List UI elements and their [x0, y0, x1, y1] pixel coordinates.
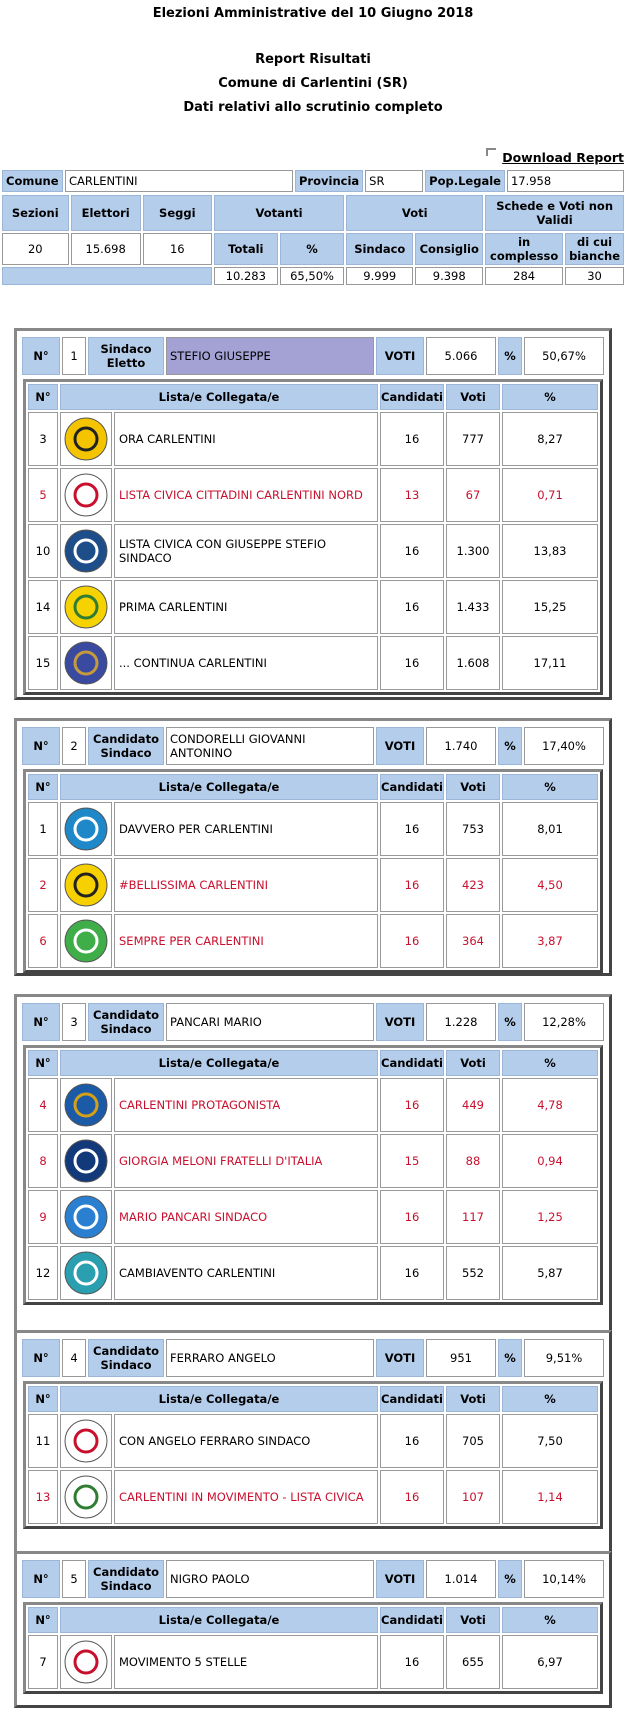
giorgia-meloni-logo	[64, 1139, 108, 1183]
stefio-sindaco-logo	[64, 529, 108, 573]
candidate-n-label: N°	[22, 727, 60, 765]
list-number: 12	[28, 1246, 58, 1300]
totali-label: Totali	[214, 233, 278, 265]
list-voti: 1.300	[446, 524, 500, 578]
list-logo	[60, 412, 112, 466]
candidate-voti: 1.228	[426, 1003, 496, 1041]
davvero-logo	[64, 807, 108, 851]
list-name: DAVVERO PER CARLENTINI	[114, 802, 378, 856]
pct-header: %	[502, 1607, 598, 1633]
list-pct: 1,14	[502, 1470, 598, 1524]
candidate-voti-label: VOTI	[376, 1003, 424, 1041]
list-voti: 449	[446, 1078, 500, 1132]
list-voti: 67	[446, 468, 500, 522]
lista-header: Lista/e Collegata/e	[60, 384, 378, 410]
consiglio-value: 9.398	[415, 267, 483, 285]
list-name: SEMPRE PER CARLENTINI	[114, 914, 378, 968]
list-voti: 88	[446, 1134, 500, 1188]
list-row	[28, 1246, 598, 1300]
candidate-role: Candidato Sindaco	[88, 1339, 164, 1377]
candidate-block	[14, 718, 612, 976]
list-logo	[60, 914, 112, 968]
candidate-n-label: N°	[22, 1003, 60, 1041]
list-row	[28, 524, 598, 578]
list-pct: 15,25	[502, 580, 598, 634]
list-row	[28, 1078, 598, 1132]
candidate-name: PANCARI MARIO	[166, 1003, 374, 1041]
list-logo	[60, 636, 112, 690]
list-name: ORA CARLENTINI	[114, 412, 378, 466]
list-row	[28, 914, 598, 968]
list-pct: 0,94	[502, 1134, 598, 1188]
pct-header: %	[502, 384, 598, 410]
list-logo	[60, 524, 112, 578]
list-candidati: 16	[380, 1190, 444, 1244]
candidate-header	[20, 1001, 606, 1043]
pct-header: %	[502, 1386, 598, 1412]
lists-table-wrap	[23, 1045, 603, 1305]
candidate-header	[20, 725, 606, 767]
list-pct: 6,97	[502, 1635, 598, 1689]
candidate-voti: 951	[426, 1339, 496, 1377]
votanti-label: Votanti	[214, 195, 344, 231]
candidate-pct-label: %	[498, 1339, 522, 1377]
list-row	[28, 580, 598, 634]
list-number: 9	[28, 1190, 58, 1244]
list-candidati: 16	[380, 1635, 444, 1689]
lists-table	[26, 382, 600, 692]
ferraro-sindaco-logo	[64, 1419, 108, 1463]
candidate-block	[14, 994, 612, 1364]
list-candidati: 16	[380, 1414, 444, 1468]
list-pct: 4,50	[502, 858, 598, 912]
pct-header: %	[502, 774, 598, 800]
seggi-label: Seggi	[143, 195, 212, 231]
list-name: CON ANGELO FERRARO SINDACO	[114, 1414, 378, 1468]
carlentini-protagonista-logo	[64, 1083, 108, 1127]
comune-table	[0, 168, 626, 194]
candidate-header	[20, 1337, 606, 1379]
candidati-header: Candidati	[380, 1050, 444, 1076]
list-name: MOVIMENTO 5 STELLE	[114, 1635, 378, 1689]
candidate-pct: 9,51%	[524, 1339, 604, 1377]
provincia-label: Provincia	[295, 170, 363, 192]
candidate-role: Candidato Sindaco	[88, 1560, 164, 1598]
pct-label: %	[280, 233, 344, 265]
list-row	[28, 1414, 598, 1468]
list-number: 1	[28, 802, 58, 856]
list-candidati: 16	[380, 580, 444, 634]
summary-table	[0, 193, 626, 287]
candidate-number: 3	[62, 1003, 86, 1041]
comune-value: CARLENTINI	[65, 170, 293, 192]
list-logo	[60, 1414, 112, 1468]
sindaco-value: 9.999	[346, 267, 413, 285]
candidati-header: Candidati	[380, 774, 444, 800]
candidate-n-label: N°	[22, 337, 60, 375]
lists-table-wrap	[23, 769, 603, 973]
list-voti: 423	[446, 858, 500, 912]
list-candidati: 16	[380, 636, 444, 690]
n-header: N°	[28, 774, 58, 800]
candidate-name: STEFIO GIUSEPPE	[166, 337, 374, 375]
list-number: 14	[28, 580, 58, 634]
candidate-voti: 5.066	[426, 337, 496, 375]
list-voti: 364	[446, 914, 500, 968]
list-number: 4	[28, 1078, 58, 1132]
list-logo	[60, 1470, 112, 1524]
list-name: PRIMA CARLENTINI	[114, 580, 378, 634]
comune-label: Comune	[2, 170, 63, 192]
candidate-pct-label: %	[498, 727, 522, 765]
list-pct: 8,01	[502, 802, 598, 856]
list-row	[28, 1470, 598, 1524]
report-subtitle: Dati relativi allo scrutinio completo	[183, 100, 443, 115]
provincia-value: SR	[365, 170, 423, 192]
lista-header: Lista/e Collegata/e	[60, 1607, 378, 1633]
candidate-pct-label: %	[498, 337, 522, 375]
list-number: 6	[28, 914, 58, 968]
bellissima-logo	[64, 863, 108, 907]
candidate-voti: 1.014	[426, 1560, 496, 1598]
candidate-pct: 17,40%	[524, 727, 604, 765]
list-candidati: 16	[380, 524, 444, 578]
sezioni-value: 20	[2, 233, 69, 265]
totali-value: 10.283	[214, 267, 278, 285]
list-row	[28, 636, 598, 690]
candidate-pct-label: %	[498, 1560, 522, 1598]
list-name: CARLENTINI PROTAGONISTA	[114, 1078, 378, 1132]
voti-label: Voti	[346, 195, 483, 231]
download-area	[486, 148, 624, 165]
carlentini-movimento-logo	[64, 1475, 108, 1519]
voti-header: Voti	[446, 774, 500, 800]
candidati-header: Candidati	[380, 1607, 444, 1633]
cambiavento-logo	[64, 1251, 108, 1295]
list-name: LISTA CIVICA CITTADINI CARLENTINI NORD	[114, 468, 378, 522]
list-candidati: 16	[380, 858, 444, 912]
list-name: MARIO PANCARI SINDACO	[114, 1190, 378, 1244]
candidate-voti-label: VOTI	[376, 1339, 424, 1377]
list-name: GIORGIA MELONI FRATELLI D'ITALIA	[114, 1134, 378, 1188]
comune-title: Comune di Carlentini (SR)	[218, 76, 408, 91]
list-pct: 0,71	[502, 468, 598, 522]
pop-value: 17.958	[507, 170, 624, 192]
list-voti: 107	[446, 1470, 500, 1524]
list-row	[28, 412, 598, 466]
candidate-role: Candidato Sindaco	[88, 1003, 164, 1041]
bianche-label: di cui bianche	[565, 233, 624, 265]
list-row	[28, 1190, 598, 1244]
list-pct: 1,25	[502, 1190, 598, 1244]
list-number: 8	[28, 1134, 58, 1188]
list-candidati: 15	[380, 1134, 444, 1188]
list-voti: 753	[446, 802, 500, 856]
candidate-pct-label: %	[498, 1003, 522, 1041]
list-number: 3	[28, 412, 58, 466]
list-number: 2	[28, 858, 58, 912]
n-header: N°	[28, 384, 58, 410]
candidate-pct: 50,67%	[524, 337, 604, 375]
candidate-name: FERRARO ANGELO	[166, 1339, 374, 1377]
candidate-pct: 10,14%	[524, 1560, 604, 1598]
candidate-role: Sindaco Eletto	[88, 337, 164, 375]
list-pct: 13,83	[502, 524, 598, 578]
prima-carlentini-logo	[64, 585, 108, 629]
list-number: 11	[28, 1414, 58, 1468]
candidate-header	[20, 1558, 606, 1600]
list-row	[28, 1635, 598, 1689]
list-number: 10	[28, 524, 58, 578]
list-voti: 1.433	[446, 580, 500, 634]
sindaco-label: Sindaco	[346, 233, 413, 265]
list-voti: 655	[446, 1635, 500, 1689]
summary-spacer	[2, 267, 212, 285]
candidate-number: 2	[62, 727, 86, 765]
candidate-number: 4	[62, 1339, 86, 1377]
candidate-voti-label: VOTI	[376, 337, 424, 375]
list-row	[28, 1134, 598, 1188]
list-pct: 5,87	[502, 1246, 598, 1300]
lista-header: Lista/e Collegata/e	[60, 1386, 378, 1412]
lists-table-wrap	[23, 379, 603, 695]
in-complesso-label: in complesso	[485, 233, 563, 265]
n-header: N°	[28, 1050, 58, 1076]
elettori-value: 15.698	[71, 233, 141, 265]
voti-header: Voti	[446, 1050, 500, 1076]
candidate-pct: 12,28%	[524, 1003, 604, 1041]
list-logo	[60, 1246, 112, 1300]
movimento-5-stelle-logo	[64, 1640, 108, 1684]
candidate-block	[14, 328, 612, 700]
candidati-header: Candidati	[380, 384, 444, 410]
candidate-voti-label: VOTI	[376, 1560, 424, 1598]
list-row	[28, 468, 598, 522]
list-logo	[60, 1635, 112, 1689]
candidate-name: CONDORELLI GIOVANNI ANTONINO	[166, 727, 374, 765]
lists-table	[26, 772, 600, 970]
candidate-block	[14, 1551, 612, 1708]
mario-pancari-logo	[64, 1195, 108, 1239]
lista-header: Lista/e Collegata/e	[60, 774, 378, 800]
list-candidati: 16	[380, 1078, 444, 1132]
list-candidati: 16	[380, 1246, 444, 1300]
lists-table	[26, 1605, 600, 1691]
voti-header: Voti	[446, 1386, 500, 1412]
list-logo	[60, 1078, 112, 1132]
list-candidati: 16	[380, 412, 444, 466]
candidate-header	[20, 335, 606, 377]
list-logo	[60, 1190, 112, 1244]
list-logo	[60, 858, 112, 912]
candidate-number: 1	[62, 337, 86, 375]
schede-label: Schede e Voti non Validi	[485, 195, 624, 231]
n-header: N°	[28, 1607, 58, 1633]
seggi-value: 16	[143, 233, 212, 265]
lists-table	[26, 1384, 600, 1526]
list-name: CARLENTINI IN MOVIMENTO - LISTA CIVICA	[114, 1470, 378, 1524]
lists-table-wrap	[23, 1381, 603, 1529]
list-pct: 17,11	[502, 636, 598, 690]
list-voti: 705	[446, 1414, 500, 1468]
list-candidati: 13	[380, 468, 444, 522]
voti-header: Voti	[446, 384, 500, 410]
lista-header: Lista/e Collegata/e	[60, 1050, 378, 1076]
list-candidati: 16	[380, 914, 444, 968]
download-icon	[486, 148, 496, 156]
candidate-voti-label: VOTI	[376, 727, 424, 765]
list-number: 5	[28, 468, 58, 522]
voti-header: Voti	[446, 1607, 500, 1633]
bianche-value: 30	[565, 267, 624, 285]
elettori-label: Elettori	[71, 195, 141, 231]
list-pct: 7,50	[502, 1414, 598, 1468]
list-name: LISTA CIVICA CON GIUSEPPE STEFIO SINDACO	[114, 524, 378, 578]
list-voti: 1.608	[446, 636, 500, 690]
list-pct: 4,78	[502, 1078, 598, 1132]
list-voti: 117	[446, 1190, 500, 1244]
candidate-name: NIGRO PAOLO	[166, 1560, 374, 1598]
candidati-header: Candidati	[380, 1386, 444, 1412]
page-title: Elezioni Amministrative del 10 Giugno 2018	[152, 6, 474, 21]
list-name: ... CONTINUA CARLENTINI	[114, 636, 378, 690]
lista-civica-cittadini-logo	[64, 473, 108, 517]
candidate-role: Candidato Sindaco	[88, 727, 164, 765]
list-logo	[60, 580, 112, 634]
list-voti: 552	[446, 1246, 500, 1300]
candidate-n-label: N°	[22, 1560, 60, 1598]
sempre-logo	[64, 919, 108, 963]
list-logo	[60, 802, 112, 856]
candidate-voti: 1.740	[426, 727, 496, 765]
list-logo	[60, 1134, 112, 1188]
continua-carlentini-logo	[64, 641, 108, 685]
in-complesso-value: 284	[485, 267, 563, 285]
list-pct: 8,27	[502, 412, 598, 466]
consiglio-label: Consiglio	[415, 233, 483, 265]
candidate-n-label: N°	[22, 1339, 60, 1377]
download-report-link[interactable]: Download Report	[502, 150, 624, 165]
list-name: CAMBIAVENTO CARLENTINI	[114, 1246, 378, 1300]
list-pct: 3,87	[502, 914, 598, 968]
n-header: N°	[28, 1386, 58, 1412]
list-number: 13	[28, 1470, 58, 1524]
list-row	[28, 858, 598, 912]
list-voti: 777	[446, 412, 500, 466]
list-row	[28, 802, 598, 856]
list-candidati: 16	[380, 802, 444, 856]
list-candidati: 16	[380, 1470, 444, 1524]
lists-table-wrap	[23, 1602, 603, 1694]
pct-value: 65,50%	[280, 267, 344, 285]
list-logo	[60, 468, 112, 522]
pop-label: Pop.Legale	[425, 170, 505, 192]
sezioni-label: Sezioni	[2, 195, 69, 231]
list-name: #BELLISSIMA CARLENTINI	[114, 858, 378, 912]
ora-carlentini-logo	[64, 417, 108, 461]
lists-table	[26, 1048, 600, 1302]
list-number: 15	[28, 636, 58, 690]
candidate-number: 5	[62, 1560, 86, 1598]
list-number: 7	[28, 1635, 58, 1689]
pct-header: %	[502, 1050, 598, 1076]
candidate-block	[14, 1330, 612, 1560]
report-title: Report Risultati	[255, 52, 371, 67]
